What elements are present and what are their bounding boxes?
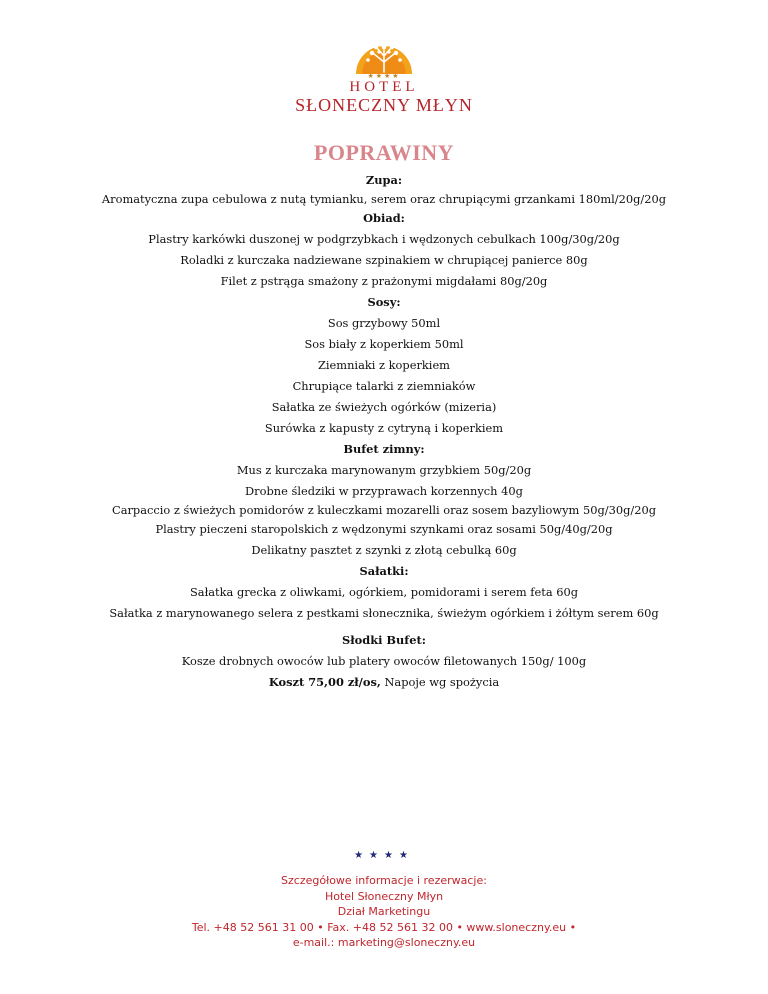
menu-item: Plastry karkówki duszonej w podgrzybkach i wędzonych cebulkach 100g/30g/20g — [148, 232, 620, 246]
section-heading-salatki: Sałatki: — [359, 564, 409, 578]
hotel-logo — [0, 38, 768, 115]
sun-tree-icon — [354, 38, 414, 74]
section-heading-zupa: Zupa: — [365, 173, 403, 187]
menu-item: Sos grzybowy 50ml — [327, 316, 441, 330]
logo-hotel-name: SŁONECZNY MŁYN — [295, 95, 473, 115]
menu-item: Carpaccio z świeżych pomidorów z kuleczkami mozarelli oraz sosem bazyliowym 50g/30g/20g — [111, 503, 656, 517]
logo-hotel-text: HOTEL — [349, 79, 419, 95]
contact-department: Dział Marketingu — [337, 905, 431, 918]
menu-item: Sos biały z koperkiem 50ml — [304, 337, 464, 351]
contact-heading: Szczegółowe informacje i rezerwacje: — [281, 874, 487, 887]
price-amount: Koszt 75,00 zł/os, — [268, 675, 381, 689]
menu-item: Filet z pstrąga smażony z prażonymi migdałami 80g/20g — [220, 274, 548, 288]
menu-item: Sałatka grecka z oliwkami, ogórkiem, pomidorami i serem feta 60g — [189, 585, 579, 599]
menu-item: Aromatyczna zupa cebulowa z nutą tymianku, serem oraz chrupiącymi grzankami 180ml/20g/20g — [101, 192, 667, 206]
menu-item: Ziemniaki z koperkiem — [318, 358, 450, 372]
menu-item: Plastry pieczeni staropolskich z wędzonymi szynkami oraz sosami 50g/40g/20g — [155, 522, 613, 536]
logo-stars: ★★★★ — [367, 72, 401, 80]
menu-item: Surówka z kapusty z cytryną i koperkiem — [264, 421, 504, 435]
menu-item: Sałatka ze świeżych ogórków (mizeria) — [271, 400, 497, 414]
section-heading-slodki-bufet: Słodki Bufet: — [342, 633, 426, 647]
contact-hotel: Hotel Słoneczny Młyn — [324, 889, 444, 903]
menu-item: Roladki z kurczaka nadziewane szpinakiem w chrupiącej panierce 80g — [180, 253, 588, 267]
menu-item: Chrupiące talarki z ziemniaków — [292, 379, 476, 393]
menu-item: Mus z kurczaka marynowanym grzybkiem 50g/20g — [236, 463, 532, 477]
menu-item: Drobne śledziki w przyprawach korzennych 40g — [245, 484, 523, 498]
section-heading-bufet-zimny: Bufet zimny: — [343, 442, 425, 456]
price-line — [0, 672, 768, 693]
contact-info — [0, 873, 768, 951]
page-title: POPRAWINY — [313, 140, 455, 165]
menu-item: Kosze drobnych owoców lub platery owoców filetowanych 150g/ 100g — [181, 654, 587, 668]
contact-phone-fax-web: Tel. +48 52 561 31 00 • Fax. +48 52 561 32 00 • www.sloneczny.eu • — [191, 920, 577, 934]
menu-item: Sałatka z marynowanego selera z pestkami słonecznika, świeżym ogórkiem i żółtym serem 60g — [109, 606, 659, 620]
menu — [0, 170, 768, 693]
contact-email: e-mail.: marketing@sloneczny.eu — [292, 936, 476, 949]
price-note: Napoje wg spożycia — [380, 675, 500, 689]
menu-item: Delikatny pasztet z szynki z złotą cebulką 60g — [251, 543, 517, 557]
section-heading-sosy: Sosy: — [367, 295, 401, 309]
footer-stars: ★★★★ — [354, 850, 414, 861]
section-heading-obiad: Obiad: — [363, 211, 405, 225]
footer — [0, 850, 768, 951]
